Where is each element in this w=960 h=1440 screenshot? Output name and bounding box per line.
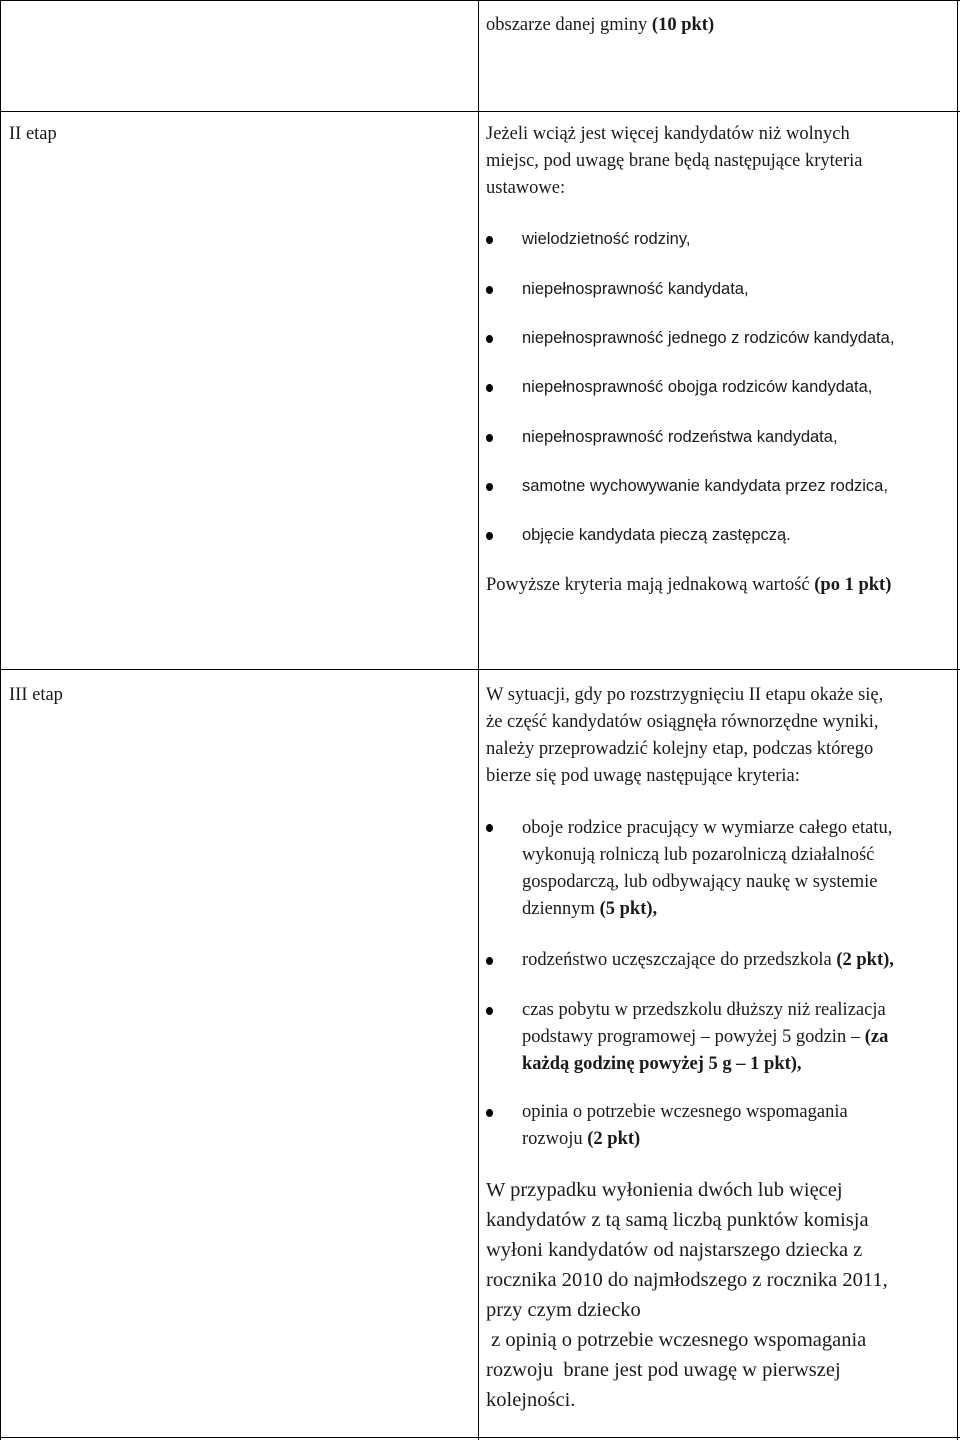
row3-criterion-1-line-1: oboje rodzice pracujący w wymiarze całego etatu, [522, 818, 893, 838]
table-border-bottom [0, 1437, 960, 1438]
row3-criterion-3-mid-text: podstawy programowej – powyżej 5 godzin – [522, 1027, 865, 1047]
row1-text-plain: obszarze danej gminy [486, 15, 652, 35]
row3-closing-line-6: z opinią o potrzebie wczesnego wspomagania [486, 1329, 867, 1351]
row3-closing-line-3: wyłoni kandydatów od najstarszego dziecka z [486, 1239, 863, 1261]
stage-label-2: II etap [9, 124, 57, 144]
list-bullet [486, 1109, 493, 1117]
list-bullet [486, 957, 493, 965]
row3-criterion-2-text: rodzeństwo uczęszczające do przedszkola [522, 950, 837, 970]
row3-criterion-1-line-2: wykonują rolniczą lub pozarolniczą działalność [522, 845, 875, 865]
row3-criterion-3-line-2 [522, 1024, 888, 1051]
row-divider-1 [0, 111, 960, 112]
row3-intro-line-2: że część kandydatów osiągnęła równorzędne wyniki, [486, 712, 879, 732]
row2-intro-line-3: ustawowe: [486, 178, 566, 198]
row3-criterion-1-points: (5 pkt), [599, 899, 658, 919]
row3-criterion-4-points: (2 pkt) [587, 1129, 641, 1149]
row2-criterion: wielodzietność rodziny, [522, 230, 691, 248]
row3-criterion-4-line-1: opinia o potrzebie wczesnego wspomagania [522, 1102, 848, 1122]
row3-closing-line-1: W przypadku wyłonienia dwóch lub więcej [486, 1179, 843, 1201]
row2-summary-points: (po 1 pkt) [814, 575, 892, 595]
list-bullet [486, 286, 493, 294]
list-bullet [486, 532, 493, 540]
table-column-divider [478, 0, 479, 1440]
stage-label-3: III etap [9, 685, 63, 705]
row3-intro-line-4: bierze się pod uwagę następujące kryteria: [486, 766, 800, 786]
row2-intro-line-1: Jeżeli wciąż jest więcej kandydatów niż wolnych [486, 124, 850, 144]
row3-closing-line-5: przy czym dziecko [486, 1299, 641, 1321]
row2-summary [486, 572, 891, 599]
row3-criterion-1-text: dziennym [522, 899, 600, 919]
row3-criterion-2-points: (2 pkt), [836, 950, 894, 970]
list-bullet [486, 434, 493, 442]
list-bullet [486, 824, 493, 832]
row3-intro-line-1: W sytuacji, gdy po rozstrzygnięciu II etapu okaże się, [486, 685, 884, 705]
row1-points: (10 pkt) [651, 15, 715, 35]
row2-criterion: niepełnosprawność kandydata, [522, 280, 749, 298]
table-border-right [957, 0, 958, 1440]
row3-closing-line-4: rocznika 2010 do najmłodszego z rocznika 2011, [486, 1269, 888, 1291]
row3-criterion-3-line-3 [522, 1051, 802, 1078]
list-bullet [486, 1007, 493, 1015]
row3-criterion-2-line-1 [522, 947, 894, 974]
row2-criterion: niepełnosprawność obojga rodziców kandydata, [522, 378, 873, 396]
row2-intro-line-2: miejsc, pod uwagę brane będą następujące kryteria [486, 151, 863, 171]
list-bullet [486, 236, 493, 244]
row3-closing-line-7: rozwoju brane jest pod uwagę w pierwszej [486, 1359, 841, 1381]
list-bullet [486, 384, 493, 392]
row2-criterion: niepełnosprawność rodzeństwa kandydata, [522, 428, 838, 446]
row3-criterion-3-line-1: czas pobytu w przedszkolu dłuższy niż realizacja [522, 1000, 886, 1020]
row3-criterion-3-points: każdą godzinę powyżej 5 g – 1 pkt), [522, 1054, 802, 1074]
table-border-top [0, 0, 960, 1]
table-border-left [0, 0, 1, 1440]
row3-criterion-4-line-2 [522, 1126, 640, 1153]
row3-criterion-1-line-3: gospodarczą, lub odbywający naukę w systemie [522, 872, 878, 892]
row3-closing-line-2: kandydatów z tą samą liczbą punktów komisja [486, 1209, 869, 1231]
row3-closing-line-8: kolejności. [486, 1389, 576, 1411]
row3-intro-line-3: należy przeprowadzić kolejny etap, podczas którego [486, 739, 874, 759]
row2-summary-text: Powyższe kryteria mają jednakową wartość [486, 575, 815, 595]
row3-criterion-1-line-4 [522, 896, 657, 923]
row-divider-2 [0, 669, 960, 670]
row3-criterion-3-mid-bold: (za [864, 1027, 889, 1047]
list-bullet [486, 483, 493, 491]
row3-criterion-4-text: rozwoju [522, 1129, 588, 1149]
row2-criterion: niepełnosprawność jednego z rodziców kandydata, [522, 329, 895, 347]
row2-criterion: samotne wychowywanie kandydata przez rodzica, [522, 477, 888, 495]
row2-criterion: objęcie kandydata pieczą zastępczą. [522, 526, 791, 544]
row1-text [486, 12, 714, 39]
list-bullet [486, 335, 493, 343]
